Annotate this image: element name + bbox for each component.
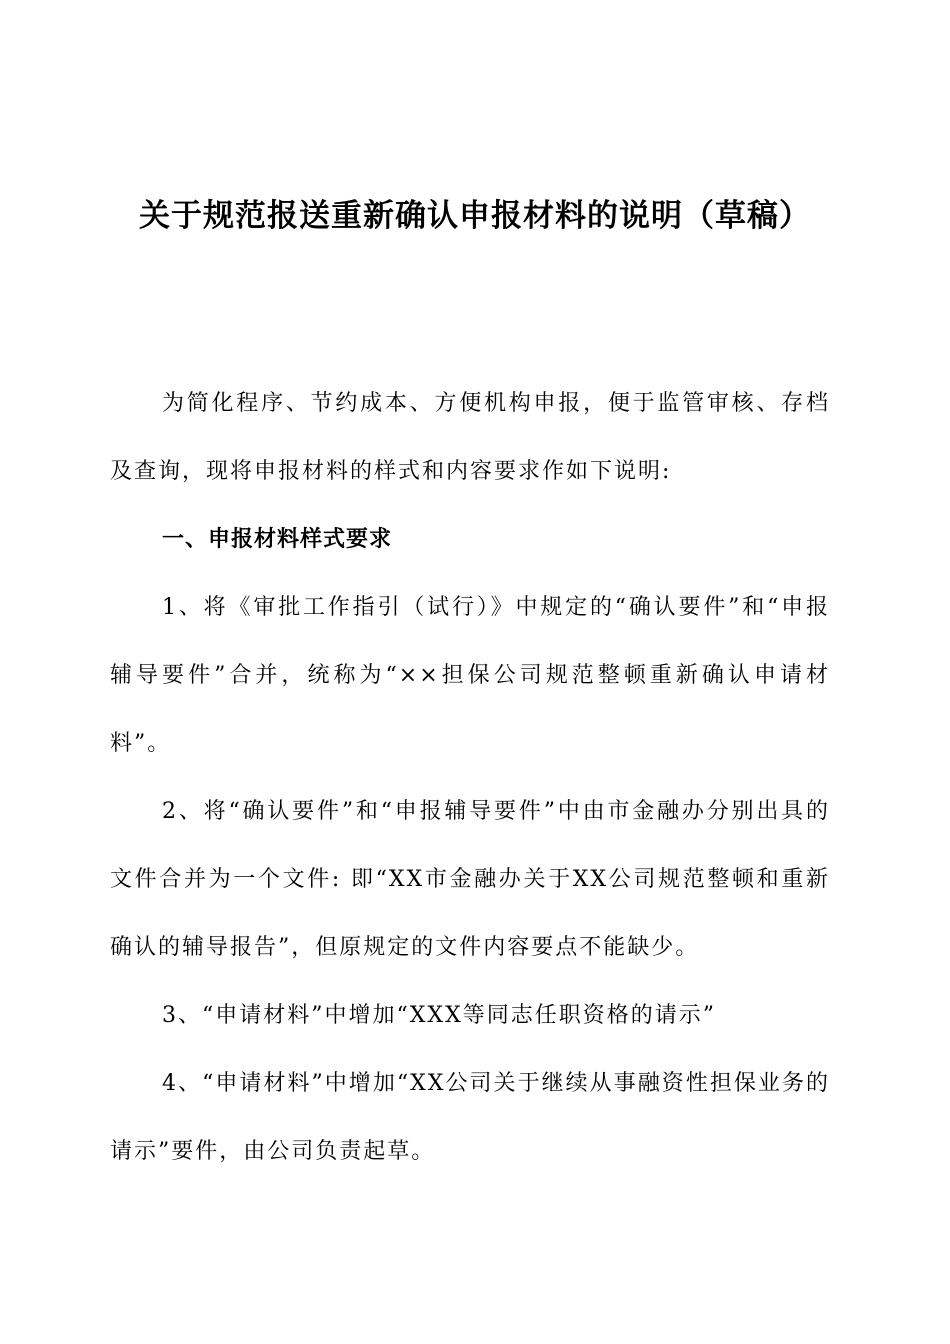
list-item: 1、将《审批工作指引（试行）》中规定的“确认要件”和“申报辅导要件”合并，统称为“××担保公司规范整顿重新确认申请材料”。 bbox=[110, 595, 830, 756]
list-item: 3、“申请材料”中增加“XXX等同志任职资格的请示” bbox=[162, 1003, 716, 1028]
list-item: 2、将“确认要件”和“申报辅导要件”中由市金融办分别出具的文件合并为一个文件: 即“XX市金融办关于XX公司规范整顿和重新确认的辅导报告”，但原规定的文件内容要点不能缺少。 bbox=[110, 799, 830, 960]
list-item: 4、“申请材料”中增加“XX公司关于继续从事融资性担保业务的请示”要件，由公司负责起草。 bbox=[110, 1071, 830, 1164]
document-body bbox=[110, 370, 830, 1186]
section-heading: 一、申报材料样式要求 bbox=[162, 527, 393, 552]
document-title: 关于规范报送重新确认申报材料的说明（草稿） bbox=[139, 198, 811, 234]
intro-paragraph: 为简化程序、节约成本、方便机构申报，便于监管审核、存档及查询，现将申报材料的样式和内容要求作如下说明: bbox=[110, 391, 830, 484]
